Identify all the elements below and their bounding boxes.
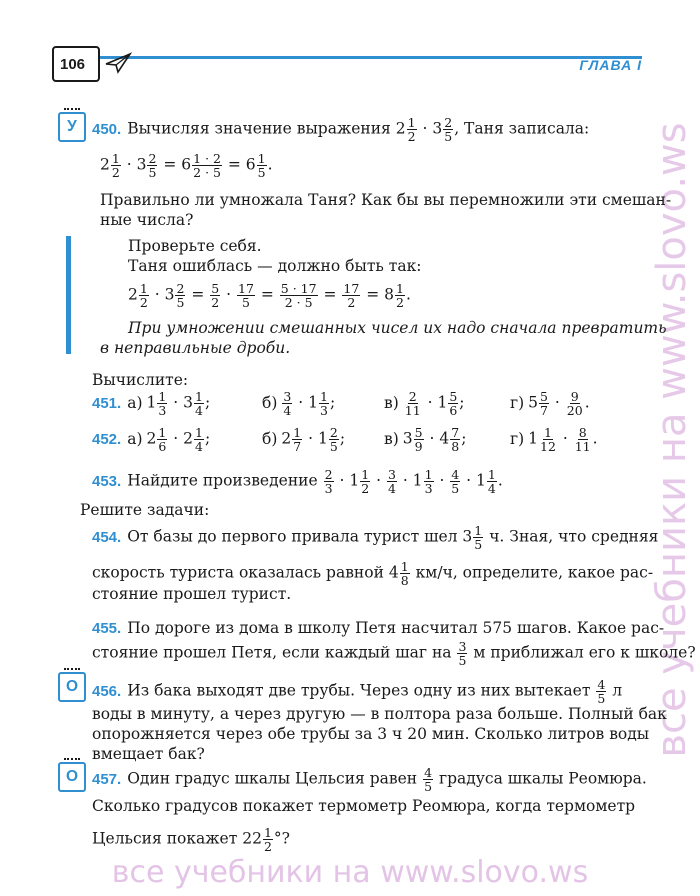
problem-454-line2: скорость туриста оказалась равной 4 $\frac{1}{8}$ км/ч, определите, какое рас- [92, 559, 654, 588]
problem-456-line3: опорожняется через обе трубы за 3 ч 20 мин. Сколько литров воды [92, 725, 650, 743]
exercise-451-b: б) $\frac{3}{4}$ · 1 $\frac{1}{3}$ ; [262, 389, 336, 418]
exercise-452-a: 452. а) 2 $\frac{1}{6}$ · 2 $\frac{1}{4}$ ; [92, 425, 211, 454]
problem-455-line2: стояние прошел Петя, если каждый шаг на $\frac{3}{5}$ м приближал его к школе? [92, 639, 696, 668]
problem-455-line1: 455. По дороге из дома в школу Петя насчитал 575 шагов. Какое рас- [92, 619, 665, 637]
problem-456-line1: 456. Из бака выходят две трубы. Через одну из них вытекает $\frac{4}{5}$ л [92, 677, 623, 706]
compute-heading: Вычислите: [92, 371, 189, 389]
exercise-452-d: г) 1 $\frac{1}{12}$ · $\frac{8}{11}$ . [510, 425, 598, 454]
exercise-451-a: 451. а) 1 $\frac{1}{3}$ · 3 $\frac{1}{4}$ ; [92, 389, 211, 418]
exercise-452-b: б) 2 $\frac{1}{7}$ · 1 $\frac{2}{5}$ ; [262, 425, 346, 454]
problem-450-question-1: Правильно ли умножала Таня? Как бы вы перемножили эти смешан- [100, 191, 672, 209]
problem-450-question-2: ные числа? [100, 211, 194, 229]
page-number: 106 [52, 46, 100, 82]
paper-plane-icon [104, 52, 132, 74]
check-yourself-bar [66, 236, 71, 354]
problem-457-line3: Цельсия покажет 22 $\frac{1}{2}$ °? [92, 825, 290, 854]
header-rule [52, 56, 642, 59]
problem-453: 453. Найдите произведение $\frac{2}{3}$ · 1 $\frac{1}{2}$ · $\frac{3}{4}$ · 1 $\frac{1}{3}$ · $\frac{4}{5}$ · 1 $\frac{1}{4}$ . [92, 467, 503, 496]
problem-454-line1: 454. От базы до первого привала турист шел 3 $\frac{1}{5}$ ч. Зная, что средняя [92, 523, 659, 552]
check-line: Таня ошиблась — должно быть так: [128, 257, 422, 275]
problem-450-tanya-formula: 2 $\frac{1}{2}$ · 3 $\frac{2}{5}$ = 6 $\frac{1 \cdot 2}{2 \cdot 5}$ = 6 $\frac{1}{5}$ . [100, 151, 273, 180]
exercise-452-c: в) 3 $\frac{5}{9}$ · 4 $\frac{7}{8}$ ; [384, 425, 467, 454]
problem-454-line3: стояние прошел турист. [92, 585, 292, 603]
o-notebook-icon-457: О [58, 762, 86, 792]
check-formula: 2 $\frac{1}{2}$ · 3 $\frac{2}{5}$ = $\frac{5}{2}$ · $\frac{17}{5}$ = $\frac{5 \cdot 17}{2 \cdot 5}$ = $\frac{17}{2}$ = 8 $\frac{1}{2}$ . [128, 281, 411, 310]
problem-457-line1: 457. Один градус шкалы Цельсия равен $\frac{4}{5}$ градуса шкалы Реомюра. [92, 765, 647, 794]
exercise-451-d: г) 5 $\frac{5}{7}$ · $\frac{9}{20}$ . [510, 389, 590, 418]
o-notebook-icon: О [58, 672, 86, 702]
problem-456-line4: вмещает бак? [92, 745, 205, 763]
check-title: Проверьте себя. [128, 237, 262, 255]
chapter-title: ГЛАВА I [579, 57, 642, 73]
problem-450-line1: 450. Вычисляя значение выражения 2 $\frac{1}{2}$ · 3 $\frac{2}{5}$ , Таня записала: [92, 115, 590, 144]
u-notebook-icon: У [58, 112, 86, 142]
vertical-watermark: все учебники на www.slovo.ws [649, 122, 695, 758]
rule-line-1: При умножении смешанных чисел их надо сначала превратить [128, 319, 667, 337]
problem-457-line2: Сколько градусов покажет термометр Реомюра, когда термометр [92, 797, 636, 815]
exercise-451-c: в) $\frac{2}{11}$ · 1 $\frac{5}{6}$ ; [384, 389, 465, 418]
rule-line-2: в неправильные дроби. [100, 339, 291, 357]
bottom-watermark: все учебники на www.slovo.ws [111, 855, 589, 890]
tasks-heading: Решите задачи: [80, 501, 210, 519]
problem-456-line2: воды в минуту, а через другую — в полтора раза больше. Полный бак [92, 705, 667, 723]
